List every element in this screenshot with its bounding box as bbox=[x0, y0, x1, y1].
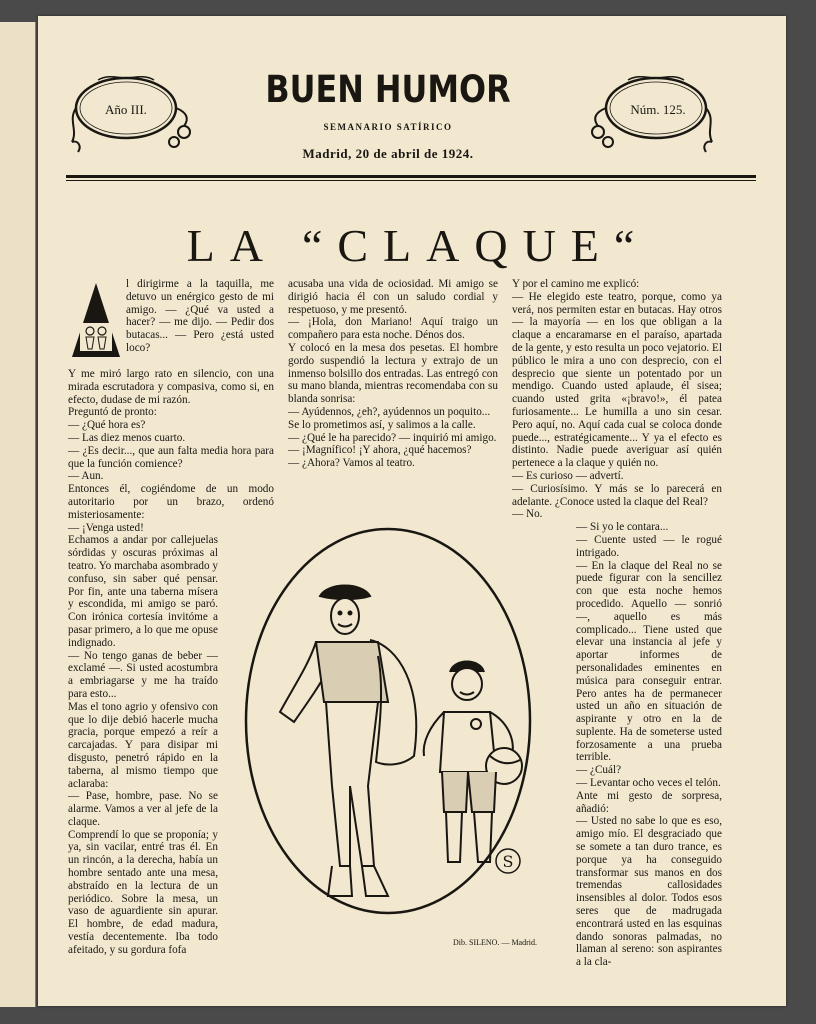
paragraph: Entonces él, cogiéndome de un modo autoritario por un brazo, ordenó misteriosamente: bbox=[68, 483, 274, 521]
header-rule-thick bbox=[66, 175, 756, 178]
paragraph: Mas el tono agrio y ofensivo con que lo dije debió hacerle mucha gracia, porque empezó a reír a carcajadas. Y para disipar mi disgusto, penetró rápido en la taberna, al mismo tiempo que aclaraba: bbox=[68, 700, 218, 790]
header-rule-thin bbox=[66, 180, 756, 181]
dateline: Madrid, 20 de abril de 1924. bbox=[302, 146, 474, 161]
left-page-edge bbox=[0, 22, 36, 1007]
bullfighter-figure bbox=[280, 586, 416, 897]
paragraph: Preguntó de pronto: bbox=[68, 406, 157, 419]
paragraph: Ante mi gesto de sorpresa, añadió: bbox=[576, 789, 722, 815]
paragraph: — En la claque del Real no se puede figurar con la sencillez con que esta noche hemos procedido. Aquello — sonrió —, aquello es más complicado... Tiene usted que elevar una instancia al jefe y aportar informes de personalidades eminentes en música para conseguir entrar. Pero antes ha de permanecer usted un año en situación de aspirante y otro en la de suplente. Ha de someterse usted forzosamente a una prueba terrible. bbox=[576, 559, 722, 764]
year-cartouche bbox=[68, 70, 198, 160]
article-headline: LA “CLAQUE“ bbox=[186, 220, 650, 271]
paragraph: Y me miró largo rato en silencio, con una mirada escrutadora y compasiva, como si, en efecto, dudase de mi razón. bbox=[68, 368, 274, 406]
paragraph: — ¿Qué le ha parecido? — inquirió mi amigo. bbox=[288, 431, 497, 444]
paragraph: — No. bbox=[512, 508, 543, 521]
paragraph: — No tengo ganas de beber — exclamé —. Si usted acostumbra a embriagarse y me ha traído para esto... bbox=[68, 649, 218, 700]
paragraph: — ¿Ahora? Vamos al teatro. bbox=[288, 457, 415, 470]
paragraph: — Las diez menos cuarto. bbox=[68, 431, 186, 444]
column-1-opening bbox=[126, 278, 274, 355]
issue-cartouche bbox=[590, 70, 720, 160]
paragraph: — Aun. bbox=[68, 470, 104, 483]
illustration-caption: Dib. SILENO. — Madrid. bbox=[453, 938, 537, 947]
paragraph: — Usted no sabe lo que es eso, amigo mío. El desgraciado que se somete a tan duro trance, es porque ya ha conseguido transformar sus manos en dos tremendas callosidades insensibles al dolor. Todos esos seres que de madrugada encontrará usted en las esquinas dando sonoras palmadas, no llaman al sereno: son aspirantes a la cla- bbox=[576, 815, 722, 969]
paragraph: — Cuente usted — le rogué intrigado. bbox=[576, 533, 722, 559]
paragraph: — Si yo le contara... bbox=[576, 521, 669, 534]
paragraph: — Curiosísimo. Y más se lo parecerá en adelante. ¿Conoce usted la claque del Real? bbox=[512, 482, 722, 508]
masthead-title: BUEN HUMOR bbox=[265, 68, 511, 111]
paragraph: — ¿Cuál? bbox=[576, 764, 622, 777]
paragraph: — He elegido este teatro, porque, como ya verá, nos permiten estar en butacas. Hay otros — la mayoría — en los que obligan a la claque a encaramarse en el paraíso, apartada de la gente, y esto resulta un poco vejatorio. El público le mira a uno con desprecio, con el desprecio que siente un potentado por un mendigo. Cuando usted aplaude, él sisea; cuando usted grita «¡bravo!», él patea furiosamente... Le humilla a uno sin cesar. Pero aquí, no. Aquí cada cual se coloca donde puede..., estratégicamente... Y ya el efecto es distinto. Nadie puede averiguar así quién pertenece a la claque y quién no. bbox=[512, 290, 722, 470]
signature-letter: S bbox=[502, 852, 514, 871]
column-2 bbox=[288, 278, 498, 470]
paragraph: — Levantar ocho veces el telón. bbox=[576, 777, 721, 790]
paragraph: — Pase, hombre, pase. No se alarme. Vamos a ver al jefe de la claque. bbox=[68, 790, 218, 828]
paragraph: — Es curioso — advertí. bbox=[512, 469, 624, 482]
opening-paragraph: l dirigirme a la taquilla, me detuvo un enérgico gesto de mi amigo. — ¿Qué va usted a hacer? — me dijo. — Pedir dos butacas... — Pero ¿está usted loco? bbox=[126, 278, 274, 354]
paragraph: Y colocó en la mesa dos pesetas. El hombre gordo suspendió la lectura y extrajo de un inmenso bolsillo dos entradas. Las entregó con su mano blanda, mientras recomendaba con su blanda sonrisa: bbox=[288, 341, 498, 406]
paragraph: — ¡Magnífico! ¡Y ahora, ¿qué hacemos? bbox=[288, 444, 472, 457]
year-label: Año III. bbox=[105, 102, 147, 117]
newspaper-page bbox=[38, 16, 786, 1006]
boy-figure bbox=[424, 662, 522, 863]
issue-label: Núm. 125. bbox=[630, 102, 686, 117]
paragraph: — Ayúdennos, ¿eh?, ayúdennos un poquito... bbox=[288, 405, 491, 418]
paragraph: Se lo prometimos así, y salimos a la calle. bbox=[288, 418, 476, 431]
paragraph: — ¿Qué hora es? bbox=[68, 419, 146, 432]
paragraph: Comprendí lo que se proponía; y ya, sin vacilar, entré tras él. En un rincón, a la derecha, había un hombre sentado ante una mesa, abstraído en la lectura de un periódico. Sobre la mesa, un vaso de aguardiente sin apurar. El hombre, de edad madura, vestía decentemente. Iba todo afeitado, y su gordura fofa bbox=[68, 828, 218, 956]
paragraph: Echamos a andar por callejuelas sórdidas y oscuras próximas al teatro. Yo marchaba asombrado y confuso, sin saber qué pensar. Por fin, ante una taberna mísera y escondida, mi amigo se paró. Con irónica cortesía invitóme a pasar primero, a lo que me opuse indignado. bbox=[68, 534, 218, 649]
paragraph: — ¡Hola, don Mariano! Aquí traigo un compañero para esta noche. Dénos dos. bbox=[288, 316, 498, 342]
paragraph: acusaba una vida de ociosidad. Mi amigo se dirigió hacia él con un saludo cordial y respetuoso, y me presentó. bbox=[288, 278, 498, 316]
paragraph: Y por el camino me explicó: bbox=[512, 278, 640, 290]
bullfighter-and-boy-illustration bbox=[238, 516, 548, 921]
paragraph: — ¿Es decir..., que aun falta media hora para que la función comience? bbox=[68, 444, 274, 470]
masthead-subtitle: SEMANARIO SATÍRICO bbox=[323, 122, 453, 132]
drop-cap-a-icon bbox=[70, 279, 122, 375]
paragraph: — ¡Venga usted! bbox=[68, 521, 144, 534]
